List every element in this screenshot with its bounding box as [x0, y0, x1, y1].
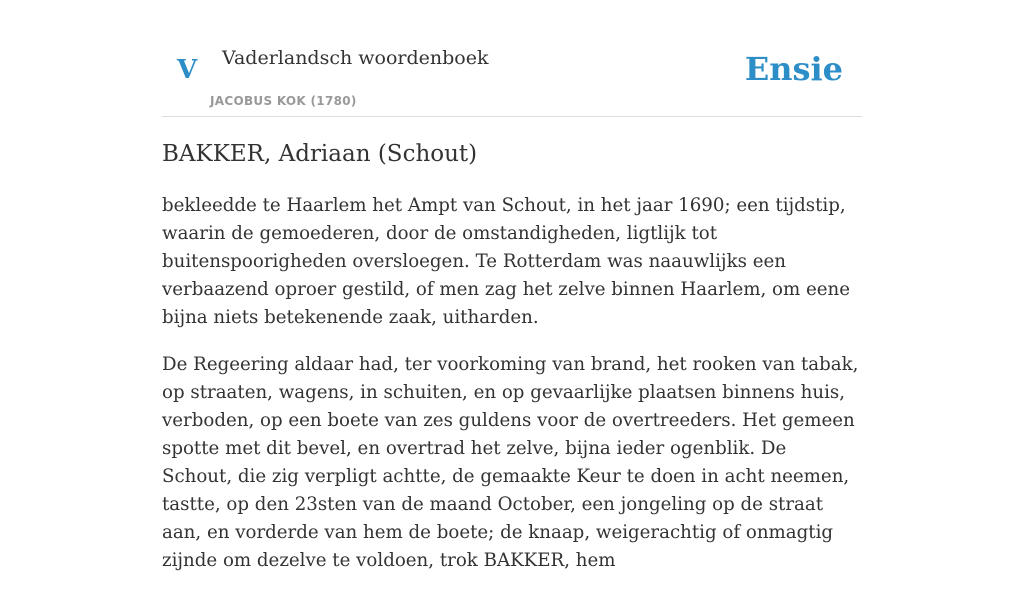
entry-paragraph: De Regeering aldaar had, ter voorkoming van brand, het rooken van tabak, op straaten, wagens, in schuiten, en op gevaarlijke plaatsen binnens huis, verboden, op een boete van zes guldens voor de overtreeders. Het gemeen spotte met dit bevel, en overtrad het zelve, bijna ieder ogenblik. De Schout, die zig verpligt achtte, de gemaakte Keur te doen in acht neemen, tastte, op den 23sten van de maand October, een jongeling op de straat aan, en vorderde van hem de boete; de knaap, weigerachtig of onmagtig zijnde om dezelve te voldoen, trok BAKKER, hem [162, 354, 859, 571]
entry-paragraph: bekleedde te Haarlem het Ampt van Schout, in het jaar 1690; een tijdstip, waarin de gemoederen, door de omstandigheden, ligtlijk tot buitenspoorigheden oversloegen. Te Rotterdam was naauwlijks een verbaazend oproer gestild, of men zag het zelve binnen Haarlem, om eene bijna niets betekenende zaak, uitharden. [162, 195, 851, 328]
ensie-logo-link[interactable]: Ensie [744, 50, 843, 88]
entry-body [162, 192, 862, 594]
page [162, 0, 862, 571]
book-letter-logo[interactable]: V [177, 55, 198, 85]
book-author: JACOBUS KOK (1780) [210, 94, 357, 108]
book-header [162, 0, 862, 117]
book-title[interactable]: Vaderlandsch woordenboek [222, 47, 489, 69]
entry-title: BAKKER, Adriaan (Schout) [162, 141, 478, 167]
